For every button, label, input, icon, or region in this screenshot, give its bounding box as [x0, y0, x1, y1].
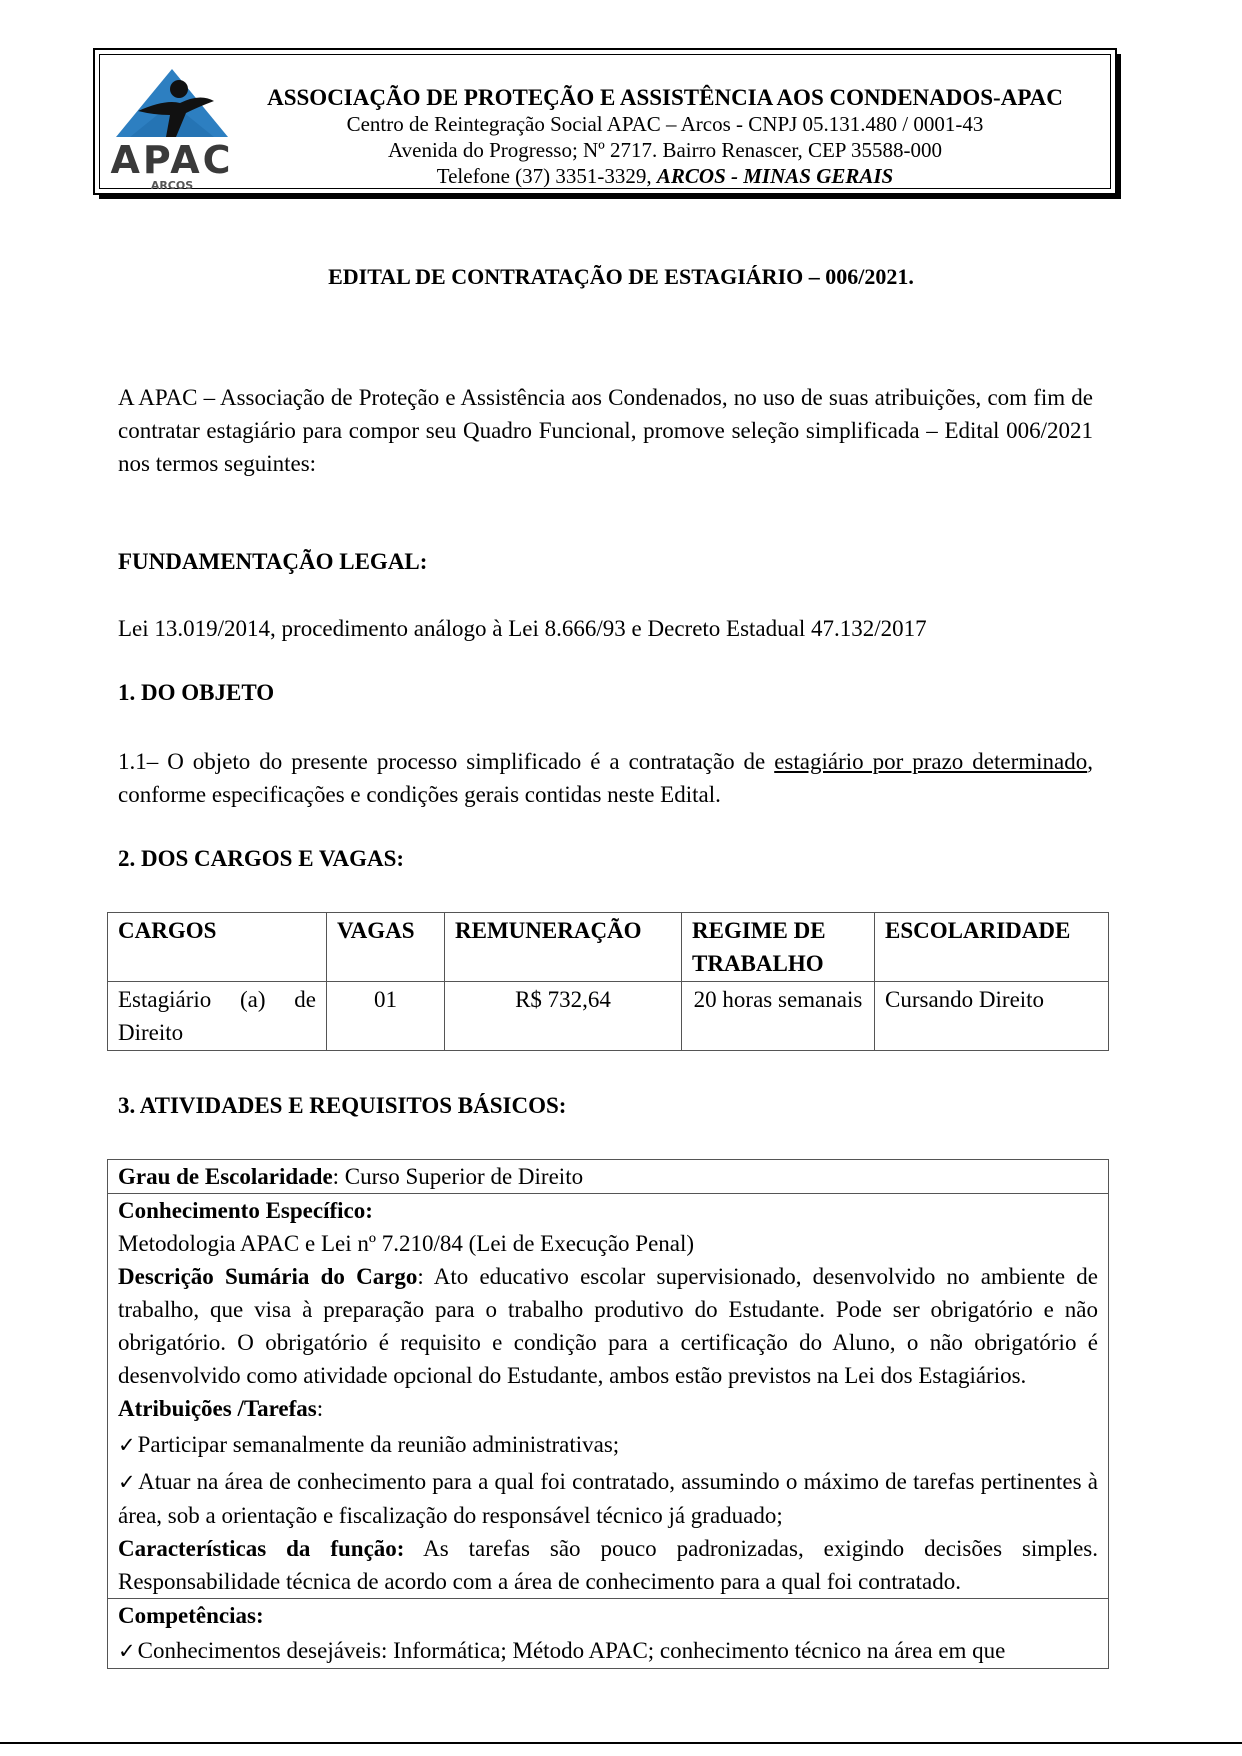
checkmark-icon: ✓ — [118, 1639, 136, 1663]
col-regime: REGIME DE TRABALHO — [682, 913, 875, 982]
table-header-row — [108, 913, 1109, 982]
caracteristicas-label: Características da função: — [118, 1536, 405, 1561]
descricao-value: : Ato educativo escolar supervisionado, desenvolvido no ambiente de trabalho, que visa à preparação para o trabalho produtivo do Estudante. Pode ser obrigatório e não obrigatório. O obrigatório é requisito e condição para a certificação do Aluno, o não obrigatório é desenvolvido como atividade opcional do Estudante, ambos estão previstos na Lei dos Estagiários. — [118, 1264, 1098, 1388]
org-phone-line — [250, 163, 1080, 189]
objeto-text-b: , conforme especificações e condições gerais contidas neste Edital. — [118, 749, 1093, 807]
checkmark-icon: ✓ — [118, 1433, 136, 1457]
objeto-heading: 1. DO OBJETO — [118, 680, 275, 705]
cell-cargo: Estagiário (a) de Direito — [108, 982, 327, 1051]
tarefa-text: Participar semanalmente da reunião administrativas; — [137, 1432, 620, 1457]
table-row — [108, 982, 1109, 1051]
org-address-line: Avenida do Progresso; Nº 2717. Bairro Renascer, CEP 35588-000 — [388, 138, 942, 162]
cell-vagas: 01 — [327, 982, 445, 1051]
atribuicoes-label: Atribuições /Tarefas — [118, 1396, 317, 1421]
cell-remuneracao: R$ 732,64 — [445, 982, 682, 1051]
descricao-block — [118, 1260, 1098, 1392]
cell-escolaridade: Cursando Direito — [875, 982, 1109, 1051]
list-item — [118, 1465, 1098, 1532]
col-remuneracao: REMUNERAÇÃO — [445, 913, 682, 982]
cargos-table — [107, 912, 1109, 1051]
checkmark-icon: ✓ — [118, 1470, 137, 1494]
col-vagas: VAGAS — [327, 913, 445, 982]
cargos-heading: 2. DOS CARGOS E VAGAS: — [118, 846, 405, 871]
fundamentacao-heading: FUNDAMENTAÇÃO LEGAL: — [118, 549, 428, 574]
grau-row — [108, 1160, 1108, 1193]
atribuicoes-block — [118, 1392, 1098, 1425]
list-item — [118, 1428, 1098, 1462]
logo-text: APAC — [110, 138, 234, 182]
caracteristicas-value: As tarefas são pouco padronizadas, exigindo decisões simples. Responsabilidade técnica de acordo com a área de conhecimento para a qual foi contratado. — [118, 1536, 1098, 1594]
competencia-text: Conhecimentos desejáveis: Informática; Método APAC; conhecimento técnico na área em que — [137, 1638, 1006, 1663]
intro-paragraph: A APAC – Associação de Proteção e Assistência aos Condenados, no uso de suas atribuições, com fim de contratar estagiário para compor seu Quadro Funcional, promove seleção simplificada – Edital 006/2021 nos termos seguintes: — [118, 385, 1093, 476]
descricao-row — [108, 1193, 1108, 1598]
objeto-text-a: 1.1– O objeto do presente processo simplificado é a contratação de — [118, 749, 775, 774]
org-phone: Telefone (37) 3351-3329, — [436, 164, 657, 188]
apac-logo-icon — [110, 63, 235, 191]
letterhead — [93, 48, 1117, 195]
page-bottom-rule — [0, 1742, 1242, 1744]
conhecimento-value: Metodologia APAC e Lei nº 7.210/84 (Lei de Execução Penal) — [118, 1231, 695, 1256]
list-item — [118, 1634, 1098, 1668]
document-title: EDITAL DE CONTRATAÇÃO DE ESTAGIÁRIO – 006/2021. — [328, 264, 914, 289]
col-cargos: CARGOS — [108, 913, 327, 982]
descricao-label: Descrição Sumária do Cargo — [118, 1264, 418, 1289]
requisitos-box — [107, 1159, 1109, 1669]
cell-regime: 20 horas semanais — [682, 982, 875, 1051]
conhecimento-label: Conhecimento Específico: — [118, 1198, 373, 1223]
tarefa-text: Atuar na área de conhecimento para a qual foi contratado, assumindo o máximo de tarefas pertinentes à área, sob a orientação e fiscalização do responsável técnico já graduado; — [118, 1469, 1098, 1528]
objeto-underlined: estagiário por prazo determinado — [774, 749, 1088, 774]
col-escolaridade: ESCOLARIDADE — [875, 913, 1109, 982]
competencias-label: Competências: — [118, 1603, 264, 1628]
org-cnpj-line: Centro de Reintegração Social APAC – Arcos - CNPJ 05.131.480 / 0001-43 — [346, 112, 984, 136]
grau-label: Grau de Escolaridade — [118, 1164, 333, 1189]
competencias-row — [108, 1598, 1108, 1668]
grau-value: : Curso Superior de Direito — [332, 1164, 584, 1189]
org-city: ARCOS - MINAS GERAIS — [656, 164, 894, 188]
fundamentacao-text: Lei 13.019/2014, procedimento análogo à Lei 8.666/93 e Decreto Estadual 47.132/2017 — [118, 616, 927, 641]
atribuicoes-colon: : — [316, 1396, 324, 1421]
atividades-heading: 3. ATIVIDADES E REQUISITOS BÁSICOS: — [118, 1093, 567, 1118]
objeto-paragraph — [118, 745, 1093, 811]
caracteristicas-block — [118, 1532, 1098, 1598]
org-name: ASSOCIAÇÃO DE PROTEÇÃO E ASSISTÊNCIA AOS CONDENADOS-APAC — [267, 85, 1063, 110]
logo-subtext: ARCOS — [150, 179, 194, 191]
